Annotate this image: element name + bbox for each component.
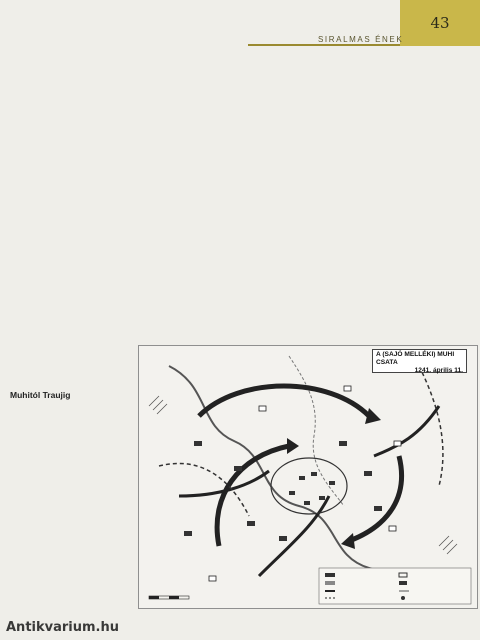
text-column-4 — [374, 50, 474, 340]
map-title: A (SAJÓ MELLÉKI) MUHI CSATA — [376, 351, 455, 366]
map-title-box — [372, 349, 467, 373]
battle-map — [138, 345, 478, 609]
map-date: 1241. április 11. — [414, 367, 463, 374]
unit-markers — [184, 441, 382, 541]
road-line — [289, 356, 344, 506]
river-line — [169, 366, 459, 591]
arrowhead — [365, 408, 381, 424]
watermark-text: Antikvarium.hu — [6, 620, 119, 635]
scale-bar — [149, 596, 189, 599]
attack-arrow — [259, 496, 329, 576]
camp-outline — [271, 458, 347, 514]
battle-map-drawing — [139, 346, 477, 608]
attack-arrow — [179, 471, 269, 496]
arrowhead — [341, 533, 355, 549]
attack-arrow — [199, 386, 369, 416]
arrowhead — [287, 438, 299, 454]
text-column-1 — [10, 30, 128, 590]
section-heading: Muhitól Traujig — [10, 390, 71, 401]
page-number-tab — [400, 0, 480, 46]
text-column-2 — [136, 50, 253, 340]
page-number: 43 — [430, 14, 450, 32]
map-legend — [319, 568, 471, 604]
attack-arrow — [374, 406, 439, 456]
flank-route — [159, 463, 249, 516]
text-column-3 — [262, 50, 369, 340]
watermark — [6, 620, 119, 635]
running-head: SIRALMAS ÉNEK — [318, 35, 404, 44]
